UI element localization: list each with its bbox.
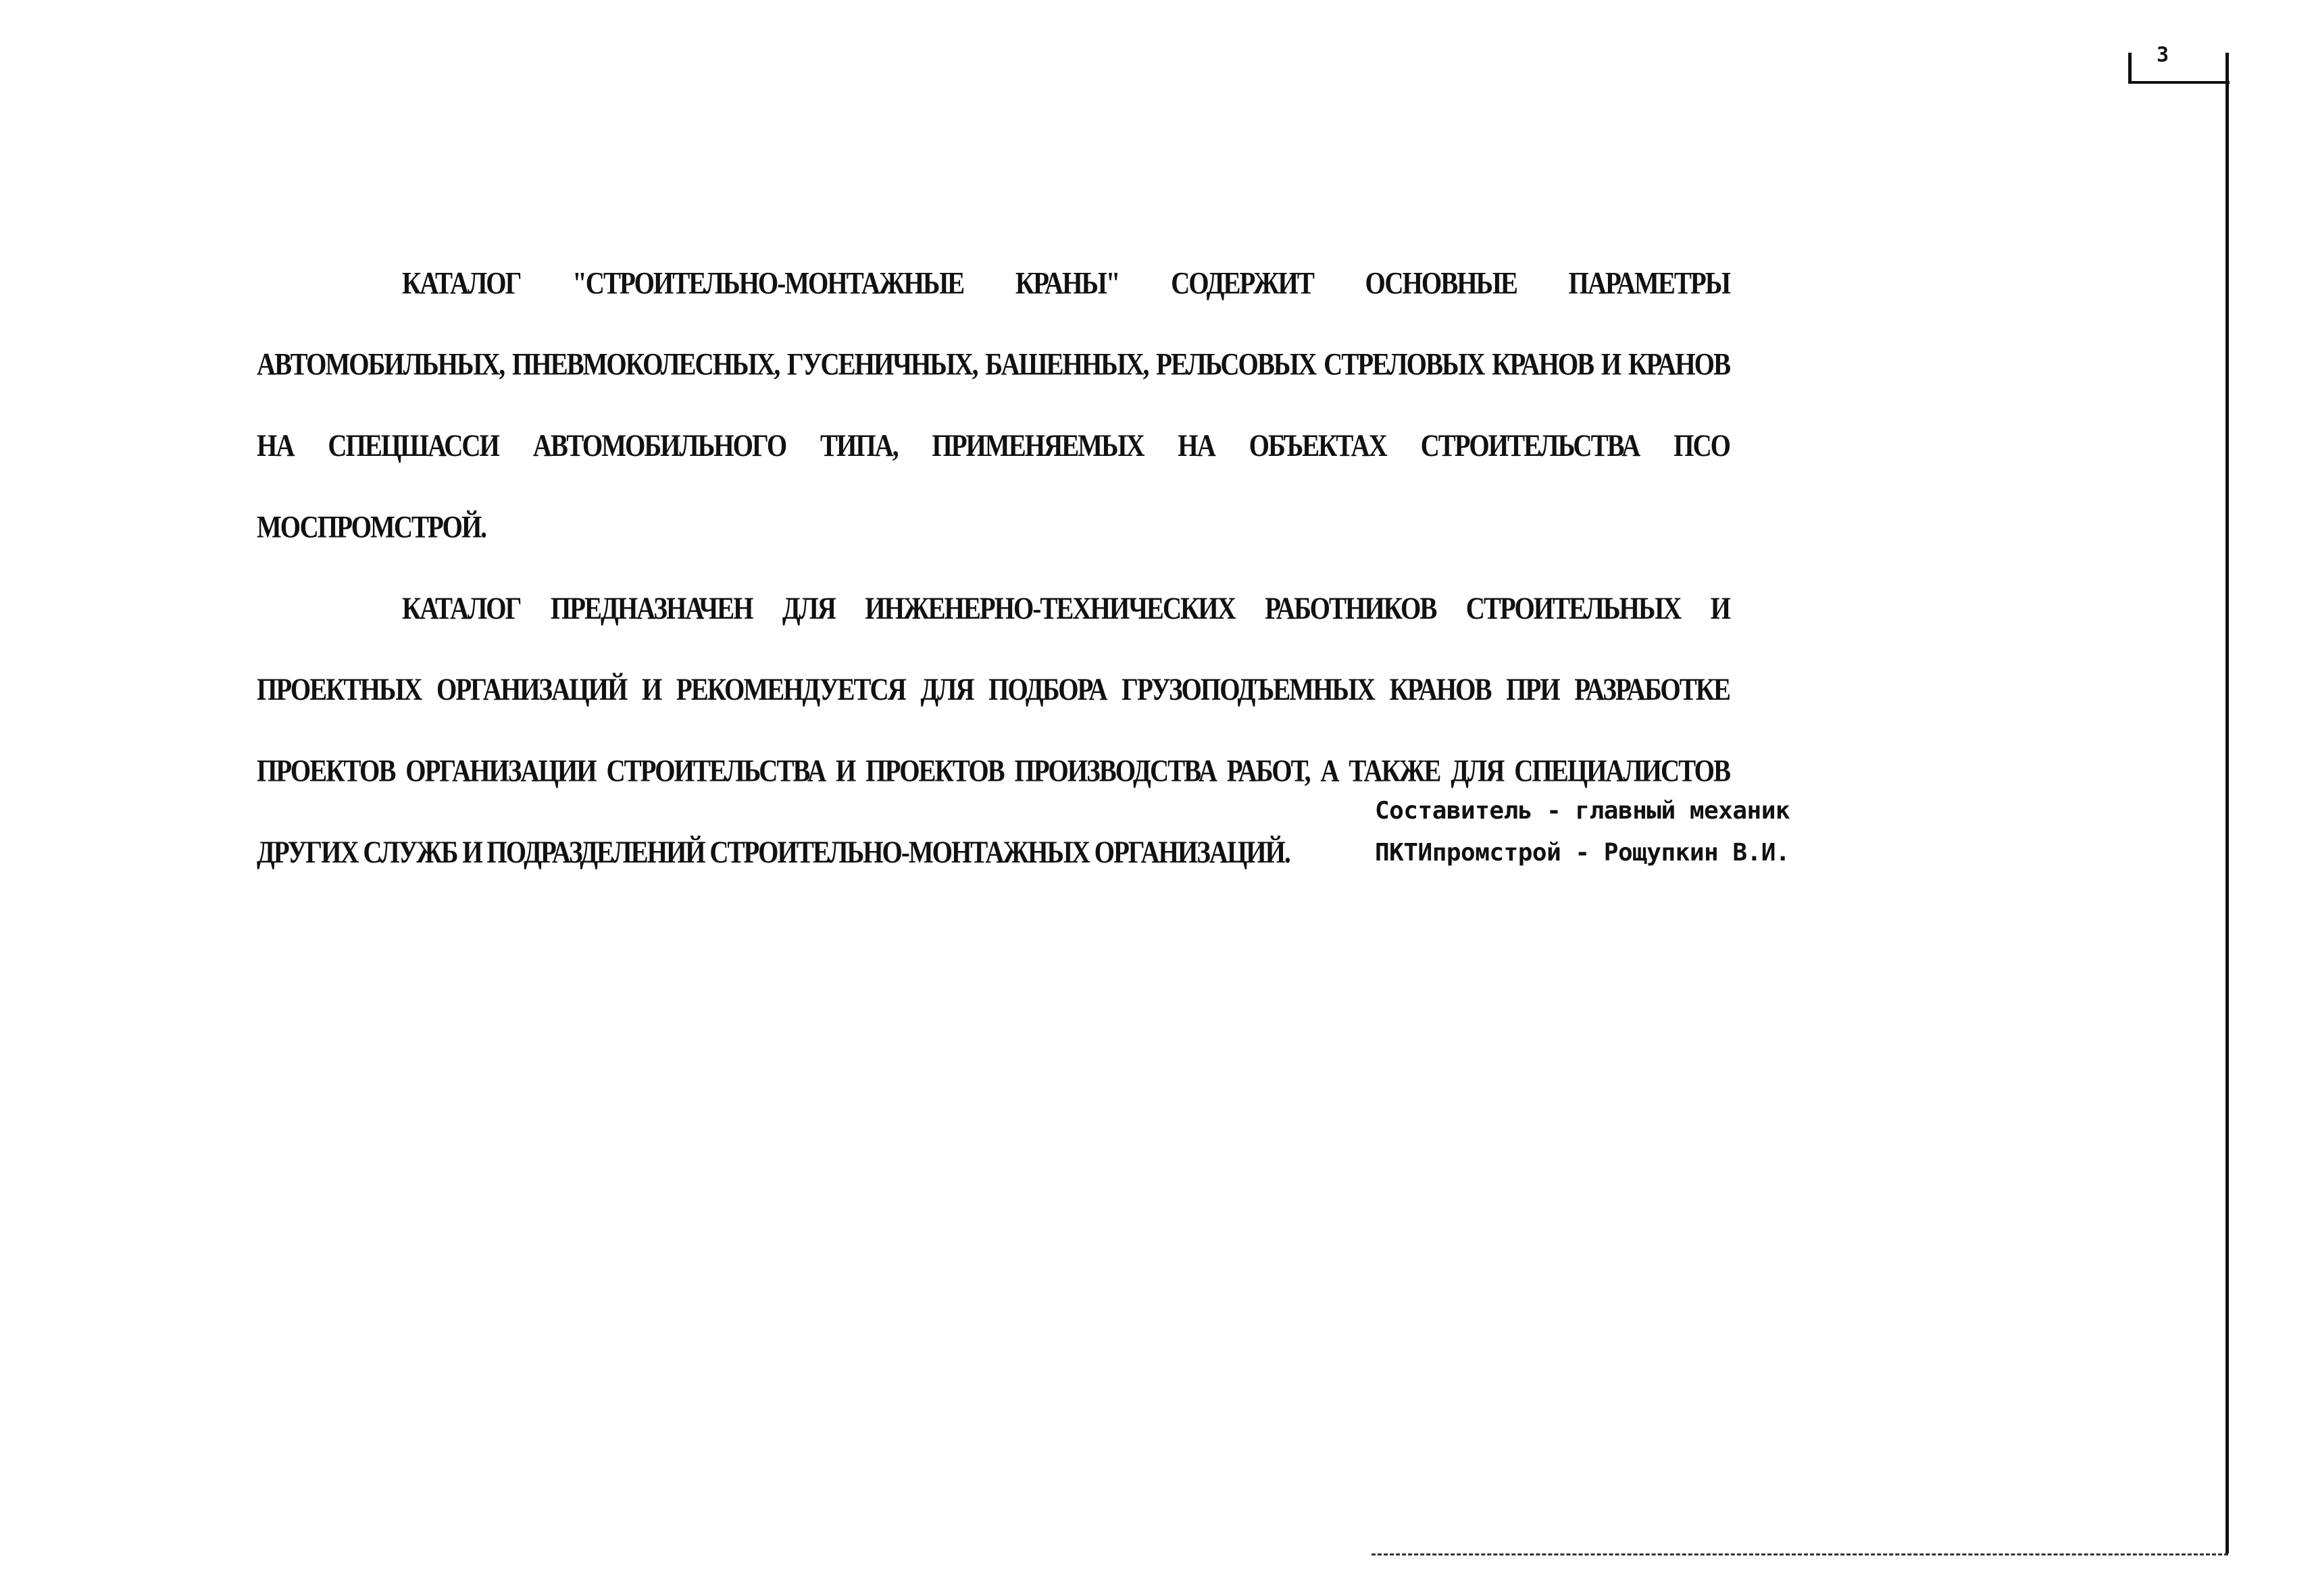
signature-line-organization: ПКТИпромстрой - Рощупкин В.И. xyxy=(1375,839,1790,867)
bottom-dashed-rule xyxy=(1372,1553,2228,1555)
signature-line-compiler: Составитель - главный механик xyxy=(1375,797,1790,825)
page-frame-right-border xyxy=(2225,53,2229,1553)
paragraph-catalog-contents: КАТАЛОГ "СТРОИТЕЛЬНО-МОНТАЖНЫЕ КРАНЫ" СОДЕРЖИТ ОСНОВНЫЕ ПАРАМЕТРЫ АВТОМОБИЛЬНЫХ, ПНЕВМОКОЛЕСНЫХ, ГУСЕНИЧНЫХ, БАШЕННЫХ, РЕЛЬСОВЫХ СТРЕЛОВЫХ КРАНОВ И КРАНОВ НА СПЕЦШАССИ АВТОМОБИЛЬНОГО ТИПА, ПРИМЕНЯЕМЫХ НА ОБЪЕКТАХ СТРОИТЕЛЬСТВА ПСО МОСПРОМСТРОЙ. xyxy=(257,266,1730,545)
page-number-box xyxy=(2128,53,2230,84)
compiler-signature xyxy=(1375,790,1790,874)
paragraph-catalog-purpose: КАТАЛОГ ПРЕДНАЗНАЧЕН ДЛЯ ИНЖЕНЕРНО-ТЕХНИЧЕСКИХ РАБОТНИКОВ СТРОИТЕЛЬНЫХ И ПРОЕКТНЫХ ОРГАНИЗАЦИЙ И РЕКОМЕНДУЕТСЯ ДЛЯ ПОДБОРА ГРУЗОПОДЪЕМНЫХ КРАНОВ ПРИ РАЗРАБОТКЕ ПРОЕКТОВ ОРГАНИЗАЦИИ СТРОИТЕЛЬСТВА И ПРОЕКТОВ ПРОИЗВОДСТВА РАБОТ, А ТАКЖЕ ДЛЯ СПЕЦИАЛИСТОВ ДРУГИХ СЛУЖБ И ПОДРАЗДЕЛЕНИЙ СТРОИТЕЛЬНО-МОНТАЖНЫХ ОРГАНИЗАЦИЙ. xyxy=(257,591,1730,870)
page-number: 3 xyxy=(2157,43,2169,67)
